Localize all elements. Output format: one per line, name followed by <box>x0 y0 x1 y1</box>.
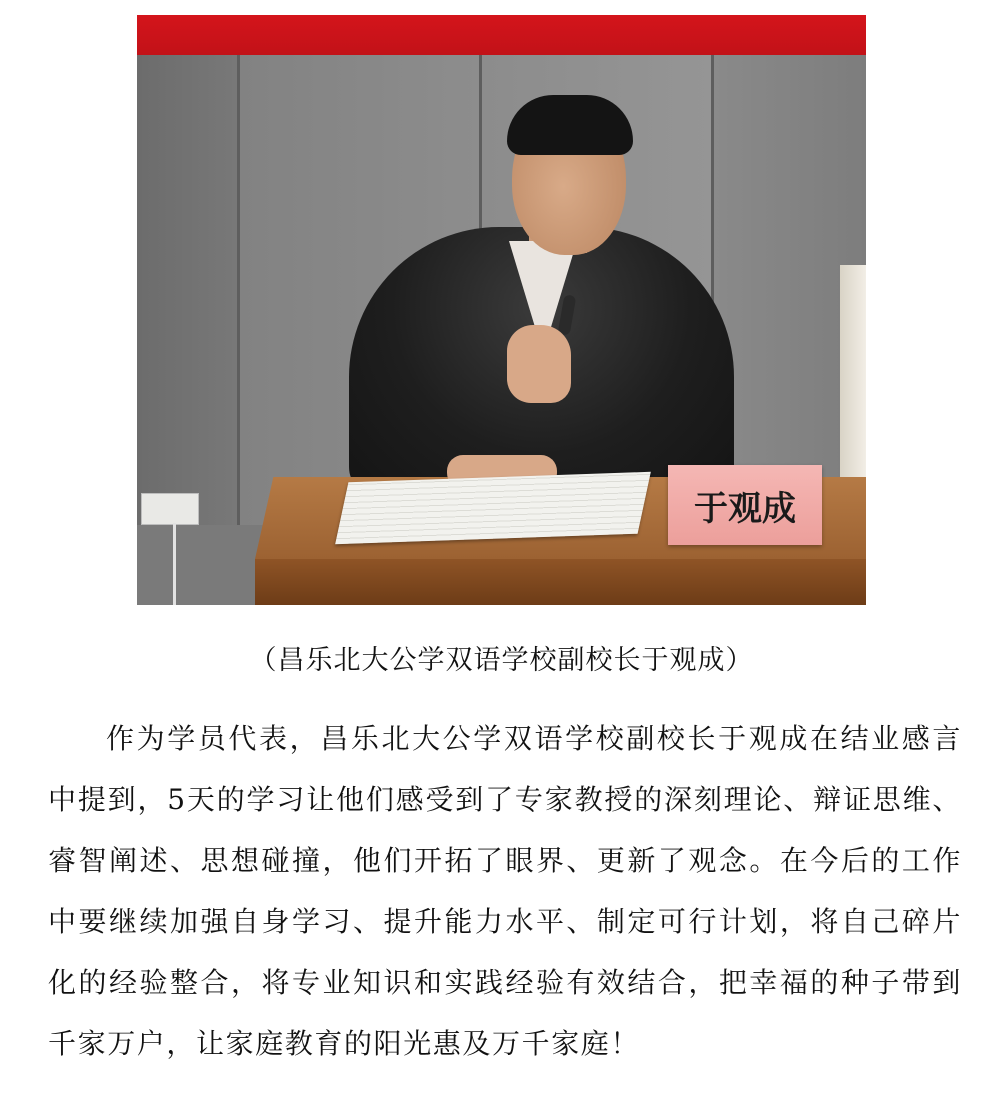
curtain <box>840 265 866 485</box>
open-notebook <box>335 472 651 544</box>
photo-caption: （昌乐北大公学双语学校副校长于观成） <box>249 645 754 676</box>
red-banner <box>137 15 866 55</box>
body-paragraph: 作为学员代表，昌乐北大公学双语学校副校长于观成在结业感言中提到，5天的学习让他们感受到了专家教授的深刻理论、辩证思维、睿智阐述、思想碰撞，他们开拓了眼界、更新了观念。在今后的工作中要继续加强自身学习、提升能力水平、制定可行计划，将自己碎片化的经验整合，将专业知识和实践经验有效结合，把幸福的种子带到千家万户，让家庭教育的阳光惠及万千家庭！ <box>48 722 962 1060</box>
speaker-hand <box>507 325 571 403</box>
wall-panel <box>137 55 237 525</box>
power-cable <box>173 523 176 605</box>
wall-outlet <box>141 493 199 525</box>
nameplate: 于观成 <box>668 465 822 545</box>
speaker-hair <box>507 95 633 155</box>
wall-seam <box>237 55 240 525</box>
desk-front <box>255 559 866 605</box>
speaker-photo <box>137 15 866 605</box>
